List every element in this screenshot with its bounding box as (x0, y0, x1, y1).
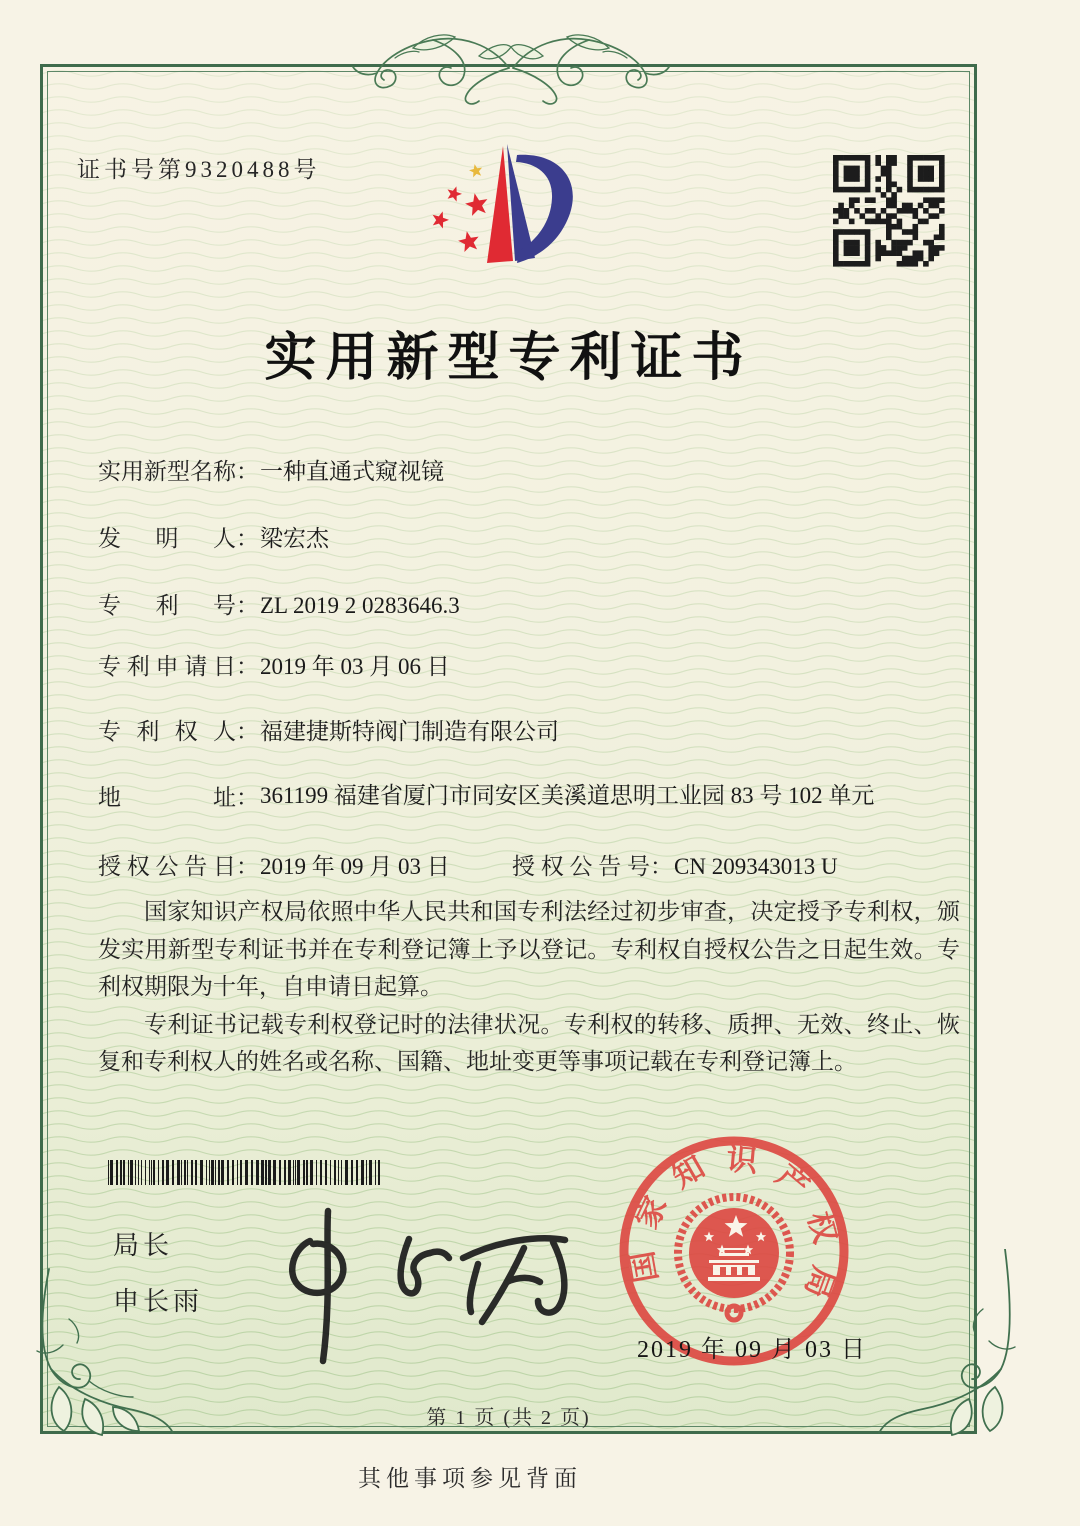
svg-text:局: 局 (798, 1261, 842, 1303)
certificate-title: 实用新型专利证书 (264, 330, 753, 387)
field-row-grant (98, 848, 838, 881)
field-value: 梁宏杰 (260, 526, 329, 551)
field-colon: ： (236, 854, 259, 879)
field-label: 专 利 号 (98, 593, 236, 618)
field-colon: ： (236, 593, 259, 618)
field-colon: ： (236, 526, 259, 551)
svg-text:知: 知 (666, 1148, 711, 1195)
cnipa-patent-logo-icon (429, 139, 599, 291)
field-colon: ： (236, 785, 259, 810)
body-paragraph-1: 国家知识产权局依照中华人民共和国专利法经过初步审查，决定授予专利权，颁发实用新型专利证书并在专利登记簿上予以登记。专利权自授权公告之日起生效。专利权期限为十年，自申请日起算。 (98, 899, 960, 999)
svg-text:家: 家 (628, 1190, 674, 1234)
field-row-name (98, 453, 444, 486)
field-row-inventor (98, 520, 329, 553)
signer-title: 局长 (113, 1230, 174, 1260)
field-label: 发 明 人 (98, 526, 236, 551)
signer-name: 申长雨 (113, 1286, 204, 1316)
barcode-icon (107, 1159, 385, 1187)
legal-body-text (98, 893, 960, 1081)
field-row-filing-date (98, 648, 450, 681)
signer-block (113, 1225, 203, 1318)
field-value: 361199 福建省厦门市同安区美溪道思明工业园 83 号 102 单元 (260, 783, 875, 808)
field-value: 福建捷斯特阀门制造有限公司 (260, 719, 559, 744)
field-label: 授权公告号 (512, 854, 650, 879)
svg-text:权: 权 (801, 1207, 844, 1247)
certificate-number: 证书号第9320488号 (77, 157, 321, 182)
back-note: 其他事项参见背面 (358, 1466, 582, 1491)
field-colon: ： (236, 459, 259, 484)
field-row-patentee (98, 713, 559, 746)
body-paragraph-2: 专利证书记载专利权登记时的法律状况。专利权的转移、质押、无效、终止、恢复和专利权人的姓名或名称、国籍、地址变更等事项记载在专利登记簿上。 (98, 1011, 960, 1074)
certificate-frame (40, 64, 977, 1434)
field-label: 地 址 (98, 785, 236, 810)
svg-text:识: 识 (724, 1141, 759, 1179)
qr-code-icon (831, 153, 949, 271)
field-value: 2019 年 09 月 03 日 (260, 854, 450, 879)
field-value: 2019 年 03 月 06 日 (260, 654, 450, 679)
grant-number-pair (512, 848, 838, 881)
seal-date: 2019 年 09 月 03 日 (637, 1337, 867, 1363)
field-colon: ： (650, 854, 673, 879)
svg-text:国: 国 (624, 1248, 664, 1286)
page-info: 第 1 页 (共 2 页) (426, 1407, 591, 1429)
field-value: ZL 2019 2 0283646.3 (260, 593, 460, 618)
field-colon: ： (236, 719, 259, 744)
svg-text:产: 产 (769, 1157, 816, 1205)
field-row-address (98, 779, 875, 813)
field-label: 专利申请日 (98, 654, 236, 679)
field-colon: ： (236, 654, 259, 679)
field-value: 一种直通式窥视镜 (260, 459, 444, 484)
field-row-patent-number (98, 587, 460, 620)
field-value: CN 209343013 U (674, 854, 838, 879)
field-label: 专 利 权 人 (98, 719, 236, 744)
field-label: 实用新型名称 (98, 459, 236, 484)
field-label: 授权公告日 (98, 854, 236, 879)
